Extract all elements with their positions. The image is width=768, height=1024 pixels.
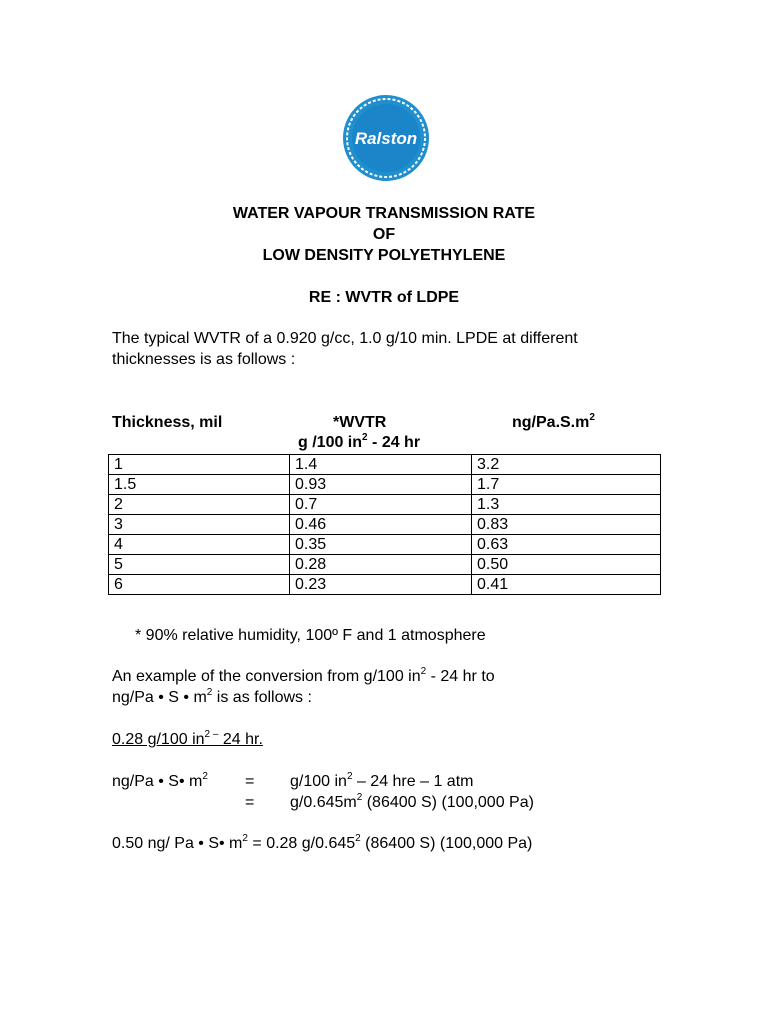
thickness-cell: 3 [109, 515, 290, 535]
result-line: 0.50 ng/ Pa • S• $m^2 = 0.28$ g/0.645$^2$ (86400 S) (100,000 Pa) [112, 833, 533, 852]
wvtr-cell: 0.7 [290, 495, 472, 515]
thickness-cell: 6 [109, 575, 290, 595]
formula-rhs-1: g/100 $in^2 - 24$ hre – 1 atm [290, 771, 474, 790]
wvtr-table [108, 454, 661, 595]
sample-value: 0.28 g/100 $in^{2 -}$ 24 hr. [112, 729, 263, 748]
thickness-cell: 5 [109, 555, 290, 575]
table-row [109, 515, 661, 535]
ng-cell: 0.41 [472, 575, 661, 595]
wvtr-cell: 0.23 [290, 575, 472, 595]
ralston-logo [342, 94, 430, 182]
thickness-cell: 1 [109, 455, 290, 475]
thickness-cell: 2 [109, 495, 290, 515]
title-line-2: OF [372, 226, 396, 243]
intro-line-1: The typical WVTR of a 0.920 g/cc, 1.0 g/10 min. LPDE at different [112, 330, 578, 347]
ng-cell: 3.2 [472, 455, 661, 475]
formula-eq-1: = [245, 773, 255, 790]
title-line-3: LOW DENSITY POLYETHYLENE [262, 247, 506, 264]
footnote: * 90% relative humidity, 100º F and 1 atmosphere [135, 627, 486, 644]
header-wvtr-unit: g /100 $in^2 - 24$ hr [298, 432, 421, 451]
wvtr-cell: 0.35 [290, 535, 472, 555]
table-row [109, 535, 661, 555]
intro-line-2: thicknesses is as follows : [112, 351, 296, 368]
example-line-2: ng/Pa • S • $m^2$ is as follows : [112, 687, 312, 706]
ng-cell: 0.63 [472, 535, 661, 555]
thickness-cell: 4 [109, 535, 290, 555]
formula-rhs-2: $g/0.645m^2$ (86400 S) (100,000 Pa) [290, 792, 534, 811]
logo-text: Ralston [354, 129, 418, 148]
wvtr-cell: 0.46 [290, 515, 472, 535]
table-row [109, 555, 661, 575]
table-row [109, 575, 661, 595]
wvtr-cell: 1.4 [290, 455, 472, 475]
ng-cell: 0.50 [472, 555, 661, 575]
header-wvtr: *WVTR [333, 414, 387, 431]
table-row [109, 455, 661, 475]
header-thickness: Thickness, mil [112, 414, 223, 431]
formula-eq-2: = [245, 794, 255, 811]
table-row [109, 495, 661, 515]
formula-lhs: ng/Pa • S• $m^2$ [112, 771, 208, 790]
ng-cell: 0.83 [472, 515, 661, 535]
subject-line: RE : WVTR of LDPE [308, 289, 460, 306]
table-row [109, 475, 661, 495]
ng-cell: 1.3 [472, 495, 661, 515]
wvtr-cell: 0.28 [290, 555, 472, 575]
header-ng: $ng/Pa.S.m^2$ [512, 412, 595, 431]
ng-cell: 1.7 [472, 475, 661, 495]
thickness-cell: 1.5 [109, 475, 290, 495]
title-line-1: WATER VAPOUR TRANSMISSION RATE [232, 205, 536, 222]
wvtr-cell: 0.93 [290, 475, 472, 495]
example-line-1: An example of the conversion from g/100 $in^2 - 24$ hr to [112, 666, 495, 685]
